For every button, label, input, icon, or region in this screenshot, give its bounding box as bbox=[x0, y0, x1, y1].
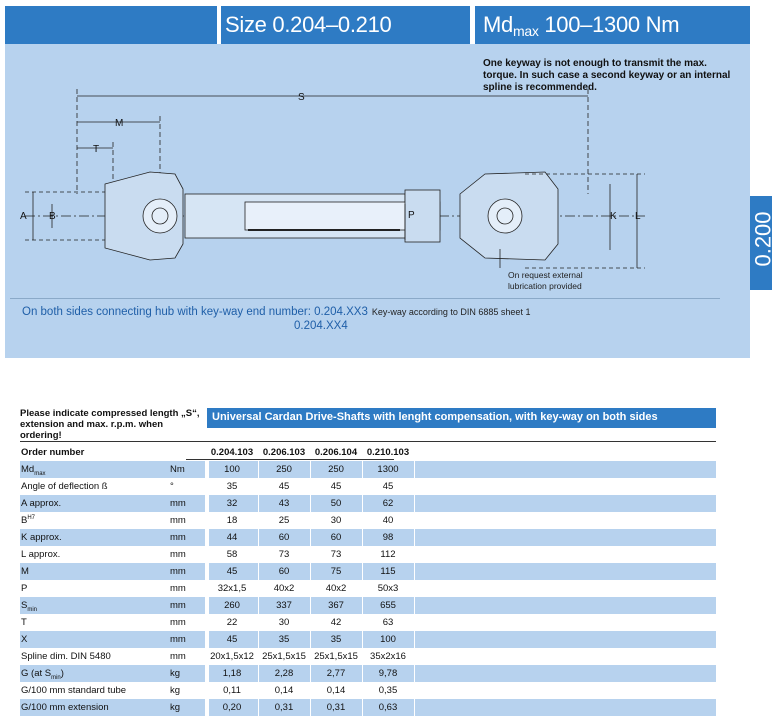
column-separator bbox=[310, 461, 311, 478]
label-p: P bbox=[408, 210, 415, 221]
label-m: M bbox=[115, 118, 124, 129]
row-value: 73 bbox=[330, 549, 342, 560]
row-value: 20x1,5x12 bbox=[210, 651, 254, 662]
column-separator bbox=[310, 512, 311, 529]
row-label-sup: H7 bbox=[27, 515, 36, 521]
column-separator bbox=[362, 478, 363, 495]
column-separator bbox=[362, 495, 363, 512]
column-separator bbox=[362, 699, 363, 716]
row-value: 43 bbox=[278, 498, 290, 509]
lubrication-note-line1: On request external bbox=[508, 270, 583, 280]
column-separator bbox=[362, 631, 363, 648]
table-row bbox=[20, 546, 716, 563]
column-separator bbox=[414, 580, 415, 597]
row-label-text: M bbox=[21, 566, 29, 577]
column-separator bbox=[414, 512, 415, 529]
row-value: 0,63 bbox=[378, 702, 398, 713]
torque-sub: max bbox=[512, 23, 539, 39]
order-instruction: Please indicate compressed length „S“, extension and max. r.p.m. when ordering! bbox=[20, 408, 200, 441]
column-separator bbox=[310, 529, 311, 546]
row-value: 18 bbox=[226, 515, 238, 526]
table-row bbox=[20, 648, 716, 665]
row-value: 58 bbox=[226, 549, 238, 560]
panel-separator bbox=[10, 298, 720, 299]
column-separator bbox=[414, 461, 415, 478]
row-value: 25x1,5x15 bbox=[314, 651, 358, 662]
row-value: 42 bbox=[330, 617, 342, 628]
table-row bbox=[20, 631, 716, 648]
row-value: 62 bbox=[382, 498, 394, 509]
column-separator bbox=[310, 495, 311, 512]
lubrication-note bbox=[508, 270, 583, 292]
row-label-text: Md bbox=[21, 464, 35, 475]
row-label-text: G (at S bbox=[21, 668, 52, 679]
row-label-text: K approx. bbox=[21, 532, 62, 543]
row-unit: mm bbox=[170, 634, 186, 645]
row-value: 60 bbox=[278, 532, 290, 543]
table-row bbox=[20, 478, 716, 495]
column-separator bbox=[258, 614, 259, 631]
table-top-rule bbox=[20, 441, 716, 442]
row-value: 115 bbox=[380, 566, 396, 577]
row-value: 22 bbox=[226, 617, 238, 628]
row-unit: mm bbox=[170, 549, 186, 560]
row-label-text: P bbox=[21, 583, 28, 594]
row-value: 45 bbox=[278, 481, 290, 492]
column-separator bbox=[310, 546, 311, 563]
row-value: 40 bbox=[382, 515, 394, 526]
column-separator bbox=[414, 631, 415, 648]
row-value: 260 bbox=[224, 600, 240, 611]
row-label-text: S bbox=[21, 600, 28, 611]
row-label bbox=[21, 668, 64, 681]
column-separator bbox=[310, 631, 311, 648]
row-value: 25x1,5x15 bbox=[262, 651, 306, 662]
row-value: 100 bbox=[224, 464, 240, 475]
row-value: 0,14 bbox=[326, 685, 346, 696]
row-label bbox=[21, 600, 37, 613]
row-value: 250 bbox=[276, 464, 292, 475]
column-separator bbox=[258, 461, 259, 478]
table-row bbox=[20, 580, 716, 597]
column-separator bbox=[414, 648, 415, 665]
row-unit: mm bbox=[170, 617, 186, 628]
table-row bbox=[20, 682, 716, 699]
row-value: 35 bbox=[226, 481, 238, 492]
row-value: 63 bbox=[382, 617, 394, 628]
row-value: 0,20 bbox=[222, 702, 242, 713]
header-rule bbox=[186, 459, 394, 460]
column-separator bbox=[362, 546, 363, 563]
row-label bbox=[21, 617, 27, 628]
column-separator bbox=[258, 631, 259, 648]
header-col-1: 0.206.103 bbox=[262, 447, 306, 458]
column-separator bbox=[258, 580, 259, 597]
column-separator bbox=[258, 529, 259, 546]
column-separator bbox=[310, 648, 311, 665]
column-separator bbox=[310, 682, 311, 699]
row-unit: Nm bbox=[170, 464, 185, 475]
row-label bbox=[21, 532, 62, 543]
row-label bbox=[21, 464, 46, 477]
row-label bbox=[21, 702, 109, 713]
column-separator bbox=[310, 597, 311, 614]
column-separator bbox=[362, 614, 363, 631]
column-separator bbox=[414, 546, 415, 563]
label-s: S bbox=[298, 92, 305, 103]
column-separator bbox=[414, 682, 415, 699]
table-row bbox=[20, 597, 716, 614]
header-bar bbox=[0, 0, 772, 44]
row-label-text: B bbox=[21, 515, 28, 527]
row-label bbox=[21, 515, 35, 526]
row-value: 45 bbox=[330, 481, 342, 492]
header-col-0: 0.204.103 bbox=[210, 447, 254, 458]
row-value: 50x3 bbox=[377, 583, 399, 594]
table-title: Universal Cardan Drive-Shafts with lenght compensation, with key-way on both sides bbox=[207, 408, 716, 428]
column-separator bbox=[362, 512, 363, 529]
row-value: 0,35 bbox=[378, 685, 398, 696]
row-value: 60 bbox=[278, 566, 290, 577]
column-separator bbox=[310, 580, 311, 597]
row-label-suffix: ) bbox=[60, 668, 64, 679]
row-value: 1300 bbox=[377, 464, 399, 475]
row-label-sub: min bbox=[51, 674, 61, 681]
column-separator bbox=[362, 648, 363, 665]
table-row bbox=[20, 665, 716, 682]
header-col-2: 0.206.104 bbox=[314, 447, 358, 458]
row-value: 1,18 bbox=[222, 668, 242, 679]
drawing-panel bbox=[5, 44, 750, 358]
row-unit: mm bbox=[170, 566, 186, 577]
row-value: 40x2 bbox=[273, 583, 295, 594]
torque-label bbox=[475, 6, 750, 44]
row-value: 0,14 bbox=[274, 685, 294, 696]
label-b: B bbox=[49, 211, 56, 222]
column-separator bbox=[258, 665, 259, 682]
column-separator bbox=[414, 495, 415, 512]
row-value: 35 bbox=[330, 634, 342, 645]
row-value: 98 bbox=[382, 532, 394, 543]
column-separator bbox=[362, 597, 363, 614]
label-l: L bbox=[635, 211, 641, 222]
column-separator bbox=[362, 461, 363, 478]
row-label bbox=[21, 685, 126, 696]
row-value: 30 bbox=[278, 617, 290, 628]
size-label: Size 0.204–0.210 bbox=[221, 6, 470, 44]
lubrication-note-line2: lubrication provided bbox=[508, 281, 582, 291]
row-value: 32x1,5 bbox=[217, 583, 247, 594]
row-unit: ° bbox=[170, 481, 174, 492]
column-separator bbox=[310, 614, 311, 631]
row-value: 25 bbox=[278, 515, 290, 526]
row-value: 367 bbox=[328, 600, 344, 611]
row-unit: mm bbox=[170, 515, 186, 526]
row-unit: kg bbox=[170, 668, 181, 679]
column-separator bbox=[258, 495, 259, 512]
row-unit: mm bbox=[170, 651, 186, 662]
row-label bbox=[21, 481, 108, 492]
column-separator bbox=[362, 665, 363, 682]
column-separator bbox=[414, 478, 415, 495]
row-label-text: X bbox=[21, 634, 28, 645]
table-row bbox=[20, 495, 716, 512]
column-separator bbox=[362, 529, 363, 546]
table-row bbox=[20, 563, 716, 580]
column-separator bbox=[258, 512, 259, 529]
column-separator bbox=[258, 699, 259, 716]
row-unit: kg bbox=[170, 702, 181, 713]
torque-prefix: Md bbox=[483, 12, 513, 37]
row-value: 655 bbox=[380, 600, 396, 611]
row-value: 250 bbox=[328, 464, 344, 475]
column-separator bbox=[258, 597, 259, 614]
row-value: 35x2x16 bbox=[370, 651, 406, 662]
row-value: 337 bbox=[276, 600, 292, 611]
row-value: 45 bbox=[226, 634, 238, 645]
column-separator bbox=[310, 478, 311, 495]
spec-table bbox=[20, 444, 716, 716]
column-separator bbox=[258, 563, 259, 580]
hub-text-main: On both sides connecting hub with key-way end number: 0.204.XX3 bbox=[22, 306, 368, 318]
table-body bbox=[20, 461, 716, 716]
row-label-text: G/100 mm standard tube bbox=[21, 685, 127, 696]
column-separator bbox=[310, 563, 311, 580]
row-value: 45 bbox=[382, 481, 394, 492]
row-label-text: A approx. bbox=[21, 498, 62, 509]
header-label: Order number bbox=[21, 447, 85, 458]
column-separator bbox=[414, 563, 415, 580]
hub-text-line2: 0.204.XX4 bbox=[294, 320, 348, 332]
row-value: 9,78 bbox=[378, 668, 398, 679]
column-separator bbox=[258, 648, 259, 665]
torque-range: 100–1300 Nm bbox=[544, 12, 680, 37]
table-row bbox=[20, 461, 716, 478]
column-separator bbox=[414, 614, 415, 631]
row-value: 0,11 bbox=[223, 685, 241, 696]
row-label-text: T bbox=[21, 617, 27, 628]
row-unit: mm bbox=[170, 498, 186, 509]
row-value: 50 bbox=[330, 498, 342, 509]
header-col-3: 0.210.103 bbox=[366, 447, 410, 458]
side-tab[interactable] bbox=[750, 196, 776, 290]
hub-text-small: Key-way according to DIN 6885 sheet 1 bbox=[371, 307, 531, 317]
row-unit: mm bbox=[170, 600, 186, 611]
side-tab-label: 0.200 bbox=[750, 211, 776, 267]
row-label bbox=[21, 583, 27, 594]
row-value: 73 bbox=[278, 549, 290, 560]
row-value: 112 bbox=[380, 549, 396, 560]
row-label-text: Angle of deflection ß bbox=[21, 481, 108, 492]
row-value: 2,28 bbox=[274, 668, 294, 679]
row-label bbox=[21, 634, 27, 645]
column-separator bbox=[414, 529, 415, 546]
row-label bbox=[21, 498, 61, 509]
column-separator bbox=[414, 699, 415, 716]
row-unit: mm bbox=[170, 583, 186, 594]
row-value: 30 bbox=[330, 515, 342, 526]
row-value: 35 bbox=[278, 634, 290, 645]
label-a: A bbox=[20, 211, 27, 222]
table-row bbox=[20, 529, 716, 546]
row-label-sub: max bbox=[34, 470, 46, 477]
column-separator bbox=[258, 682, 259, 699]
row-value: 0,31 bbox=[274, 702, 294, 713]
row-value: 0,31 bbox=[326, 702, 346, 713]
table-row bbox=[20, 512, 716, 529]
row-value: 2,77 bbox=[326, 668, 346, 679]
column-separator bbox=[258, 478, 259, 495]
row-label bbox=[21, 651, 111, 662]
row-unit: mm bbox=[170, 532, 186, 543]
column-separator bbox=[310, 665, 311, 682]
table-row bbox=[20, 614, 716, 631]
row-value: 40x2 bbox=[325, 583, 347, 594]
left-cross-circle bbox=[143, 199, 177, 233]
row-label bbox=[21, 566, 29, 577]
row-unit: kg bbox=[170, 685, 181, 696]
row-value: 60 bbox=[330, 532, 342, 543]
column-separator bbox=[362, 563, 363, 580]
row-value: 75 bbox=[330, 566, 342, 577]
row-value: 100 bbox=[380, 634, 396, 645]
label-k: K bbox=[610, 211, 617, 222]
row-value: 32 bbox=[226, 498, 238, 509]
row-label-text: Spline dim. DIN 5480 bbox=[21, 651, 111, 662]
column-separator bbox=[362, 682, 363, 699]
column-separator bbox=[414, 597, 415, 614]
cardan-shaft-drawing bbox=[5, 44, 750, 294]
header-blank-block bbox=[5, 6, 217, 44]
column-separator bbox=[362, 580, 363, 597]
row-value: 44 bbox=[226, 532, 238, 543]
right-cross-circle bbox=[488, 199, 522, 233]
keyway-note: One keyway is not enough to transmit the max. torque. In such case a second keyway or an internal spline is recommended. bbox=[483, 58, 731, 93]
column-separator bbox=[310, 699, 311, 716]
row-label-text: L approx. bbox=[21, 549, 61, 560]
row-label-sub: min bbox=[27, 606, 38, 613]
row-label-text: G/100 mm extension bbox=[21, 702, 109, 713]
table-row bbox=[20, 699, 716, 716]
column-separator bbox=[414, 665, 415, 682]
hub-text bbox=[22, 306, 530, 318]
label-t: T bbox=[93, 144, 100, 155]
column-separator bbox=[258, 546, 259, 563]
row-value: 45 bbox=[226, 566, 238, 577]
row-label bbox=[21, 549, 60, 560]
